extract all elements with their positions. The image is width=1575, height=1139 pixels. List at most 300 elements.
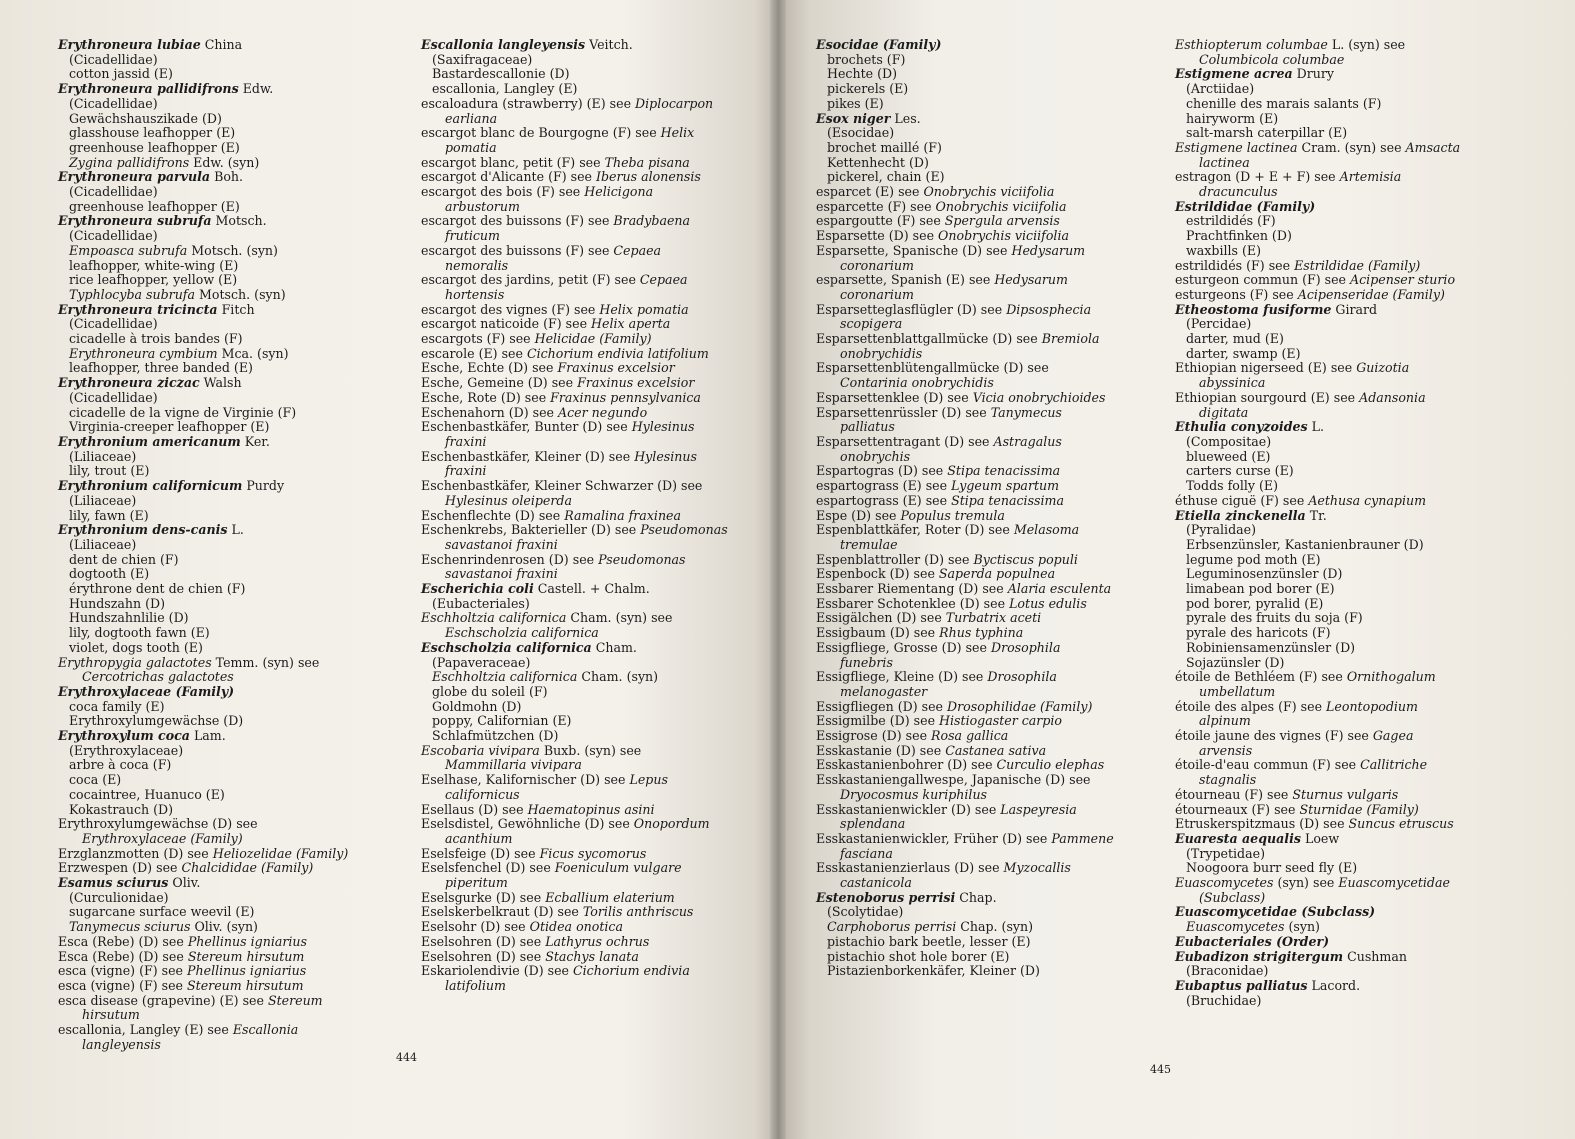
scientific-name: Empoasca subrufa <box>69 242 188 258</box>
index-continuation <box>1175 744 1545 759</box>
entry-text: estragon (D + E + F) see <box>1175 169 1340 185</box>
scientific-name: dracunculus <box>1199 184 1278 200</box>
scientific-name: Stachys lanata <box>545 948 639 964</box>
index-subentry <box>58 626 398 641</box>
index-entry <box>421 332 771 347</box>
index-entry <box>816 494 1161 509</box>
entry-text: escarole (E) see <box>421 345 527 361</box>
index-entry <box>816 553 1161 568</box>
index-entry <box>58 479 398 494</box>
index-entry <box>421 905 771 920</box>
entry-text: escargot des buissons (F) see <box>421 213 614 229</box>
scientific-name: Ecballium elaterium <box>545 889 675 905</box>
entry-text: lily, trout (E) <box>69 463 150 479</box>
index-entry <box>58 876 398 891</box>
scientific-name: Hedysarum <box>1011 242 1086 258</box>
book-gutter <box>770 0 786 1139</box>
index-entry <box>1175 905 1545 920</box>
index-continuation <box>816 450 1161 465</box>
scientific-name: Esamus sciurus <box>58 875 169 891</box>
index-entry <box>816 479 1161 494</box>
scientific-name: Astragalus <box>993 433 1062 449</box>
scientific-name: Artemisia <box>1339 169 1402 185</box>
index-subentry <box>816 67 1161 82</box>
entry-text: Edw. <box>238 81 274 97</box>
entry-text: Buxb. (syn) see <box>539 742 642 758</box>
index-continuation <box>421 435 771 450</box>
entry-text: (Cicadellidae) <box>69 389 158 405</box>
index-subentry <box>421 53 771 68</box>
entry-text: Essigrose (D) see <box>816 728 932 744</box>
index-entry <box>816 200 1161 215</box>
entry-text: Essigmilbe (D) see <box>816 713 940 729</box>
scientific-name: Tanymecus <box>990 404 1062 420</box>
index-subentry <box>58 788 398 803</box>
index-entry <box>421 479 771 494</box>
index-subentry <box>58 185 398 200</box>
index-entry <box>58 861 398 876</box>
scientific-name: Phellinus igniarius <box>187 963 307 979</box>
scientific-name: Erythroxylaceae (Family) <box>82 830 243 846</box>
scientific-name: Onobrychis viciifolia <box>923 184 1055 200</box>
index-entry <box>421 450 771 465</box>
scientific-name: Zygina pallidifrons <box>69 154 190 170</box>
scientific-name: Melasoma <box>1013 522 1080 538</box>
index-subentry <box>58 494 398 509</box>
entry-text: escargot d'Alicante (F) see <box>421 169 597 185</box>
entry-text: Erzglanzmotten (D) see <box>58 845 213 861</box>
index-entry <box>816 641 1161 656</box>
scientific-name: Erythropygia galactotes <box>58 654 212 670</box>
scientific-name: Hedysarum <box>994 272 1068 288</box>
index-entry <box>421 376 771 391</box>
index-entry <box>421 347 771 362</box>
entry-text: waxbills (E) <box>1186 242 1262 258</box>
scientific-name: Escobaria vivipara <box>421 742 540 758</box>
entry-text: escargot blanc de Bourgogne (F) see <box>421 125 661 141</box>
entry-text: dent de chien (F) <box>69 551 179 567</box>
scientific-name: Escherichia coli <box>421 581 534 597</box>
entry-text: Eschenbastkäfer, Kleiner (D) see <box>421 448 635 464</box>
entry-text: (Arctiidae) <box>1186 81 1255 97</box>
scientific-name: Eschholtzia californica <box>421 610 567 626</box>
scientific-name: Eschholtzia californica <box>432 669 578 685</box>
index-entry <box>58 1023 398 1038</box>
index-continuation <box>421 288 771 303</box>
index-continuation <box>58 670 398 685</box>
entry-text: Motsch. (syn) <box>187 242 278 258</box>
scientific-name: Euascomycetes <box>1175 875 1274 891</box>
index-subentry <box>58 347 398 362</box>
entry-text: carters curse (E) <box>1186 463 1294 479</box>
scientific-name: melanogaster <box>840 683 928 699</box>
entry-text: Eschenrindenrosen (D) see <box>421 551 599 567</box>
entry-text: Esche, Echte (D) see <box>421 360 558 376</box>
entry-text: (Cicadellidae) <box>69 228 158 244</box>
index-entry <box>58 979 398 994</box>
entry-text: Esellaus (D) see <box>421 801 528 817</box>
index-continuation <box>1175 406 1545 421</box>
entry-text: darter, swamp (E) <box>1186 345 1301 361</box>
index-entry <box>421 317 771 332</box>
entry-text: escargot des bois (F) see <box>421 184 585 200</box>
scientific-name: savastanoi fraxini <box>445 536 558 552</box>
entry-text: leafhopper, white-wing (E) <box>69 257 239 273</box>
entry-text: (Cicadellidae) <box>69 95 158 111</box>
index-entry <box>421 611 771 626</box>
index-subentry <box>58 905 398 920</box>
entry-text: (Liliaceae) <box>69 492 137 508</box>
index-subentry <box>816 82 1161 97</box>
scientific-name: Esocidae (Family) <box>816 37 942 52</box>
scientific-name: abyssinica <box>1199 375 1266 391</box>
scientific-name: Estigmene lactinea <box>1175 139 1298 155</box>
entry-text: Espe (D) see <box>816 507 901 523</box>
entry-text: (Compositae) <box>1186 433 1272 449</box>
index-continuation <box>816 317 1161 332</box>
scientific-name: Erythronium californicum <box>58 478 243 494</box>
index-continuation <box>421 494 771 509</box>
entry-text: Erythroxylumgewächse (D) <box>69 713 244 729</box>
index-entry <box>1175 876 1545 891</box>
scientific-name: Erythronium americanum <box>58 433 241 449</box>
scientific-name: onobrychidis <box>840 345 923 361</box>
index-entry <box>58 994 398 1009</box>
scientific-name: Etheostoma fusiforme <box>1175 301 1332 317</box>
entry-text: Cham. (syn) see <box>566 610 673 626</box>
index-entry <box>816 758 1161 773</box>
index-continuation <box>816 876 1161 891</box>
scientific-name: Cepaea <box>613 242 662 258</box>
index-subentry <box>421 729 771 744</box>
index-subentry <box>58 97 398 112</box>
scientific-name: Eubadizon strigitergum <box>1175 948 1344 964</box>
entry-text: brochet maillé (F) <box>827 139 942 155</box>
scientific-name: Drosophilidae (Family) <box>947 698 1093 714</box>
index-continuation <box>816 259 1161 274</box>
index-subentry <box>58 450 398 465</box>
scientific-name: Erythroneura pallidifrons <box>58 81 239 97</box>
index-subentry <box>58 553 398 568</box>
index-continuation <box>421 538 771 553</box>
scientific-name: californicus <box>445 786 520 802</box>
entry-text: Eselsdistel, Gewöhnliche (D) see <box>421 816 634 832</box>
index-subentry <box>1175 538 1545 553</box>
entry-text: Kokastrauch (D) <box>69 801 174 817</box>
entry-text: pod borer, pyralid (E) <box>1186 595 1324 611</box>
index-entry <box>421 935 771 950</box>
scientific-name: Onobrychis viciifolia <box>935 198 1067 214</box>
index-entry <box>1175 979 1545 994</box>
entry-text: Edw. (syn) <box>189 154 260 170</box>
index-entry <box>421 38 771 53</box>
index-entry <box>1175 288 1545 303</box>
index-continuation <box>421 112 771 127</box>
entry-text: Essbarer Schotenklee (D) see <box>816 595 1010 611</box>
index-subentry <box>58 273 398 288</box>
right-page-column-1 <box>816 38 1161 979</box>
scientific-name: Amsacta <box>1405 139 1461 155</box>
index-entry <box>816 464 1161 479</box>
index-entry <box>816 861 1161 876</box>
index-subentry <box>1175 656 1545 671</box>
scientific-name: Lygeum spartum <box>951 478 1060 494</box>
scientific-name: Otidea onotica <box>529 919 623 935</box>
entry-text: Motsch. (syn) <box>194 286 286 302</box>
entry-text: Espartogras (D) see <box>816 463 948 479</box>
index-entry <box>421 185 771 200</box>
scientific-name: earliana <box>445 110 498 126</box>
scientific-name: Ficus sycomorus <box>539 845 647 861</box>
scientific-name: Estrildidae (Family) <box>1294 257 1421 273</box>
index-entry <box>421 303 771 318</box>
index-entry <box>816 597 1161 612</box>
scientific-name: Helix pomatia <box>599 301 689 317</box>
index-continuation <box>816 847 1161 862</box>
scientific-name: Esthiopterum columbae <box>1175 37 1328 52</box>
scientific-name: Histiogaster carpio <box>939 713 1062 729</box>
index-entry <box>1175 832 1545 847</box>
entry-text: Esparsettenklee (D) see <box>816 389 973 405</box>
entry-text: Essigfliegen (D) see <box>816 698 948 714</box>
scientific-name: Acipenser sturio <box>1350 272 1456 288</box>
index-entry <box>421 420 771 435</box>
scientific-name: palliatus <box>840 419 895 435</box>
index-subentry <box>58 200 398 215</box>
entry-text: escallonia, Langley (E) <box>432 81 578 97</box>
entry-text: (Liliaceae) <box>69 448 137 464</box>
scientific-name: Pseudomonas <box>598 551 686 567</box>
entry-text: Mca. (syn) <box>217 345 289 361</box>
entry-text: Erzwespen (D) see <box>58 860 182 876</box>
scientific-name: (Subclass) <box>1199 889 1266 905</box>
index-subentry <box>58 229 398 244</box>
scientific-name: arbustorum <box>445 198 520 214</box>
scientific-name: Onopordum <box>633 816 710 832</box>
entry-text: cicadelle à trois bandes (F) <box>69 331 243 347</box>
index-subentry <box>816 920 1161 935</box>
scientific-name: savastanoi fraxini <box>445 566 558 582</box>
scientific-name: Estrildidae (Family) <box>1175 198 1316 214</box>
index-entry <box>421 891 771 906</box>
index-continuation <box>816 817 1161 832</box>
scientific-name: Stipa tenacissima <box>947 463 1061 479</box>
scientific-name: alpinum <box>1199 713 1251 729</box>
index-entry <box>58 847 398 862</box>
entry-text: Ethiopian nigerseed (E) see <box>1175 360 1357 376</box>
entry-text: étoile-d'eau commun (F) see <box>1175 757 1361 773</box>
entry-text: Esparsetteglasflügler (D) see <box>816 301 1007 317</box>
scientific-name: Phellinus igniarius <box>187 933 307 949</box>
scientific-name: Stereum hirsutum <box>187 948 305 964</box>
entry-text: dogtooth (E) <box>69 566 150 582</box>
entry-text: Cham. <box>591 639 637 655</box>
index-subentry <box>816 141 1161 156</box>
entry-text: (Trypetidae) <box>1186 845 1265 861</box>
entry-text: estrildidés (F) see <box>1175 257 1295 273</box>
scientific-name: fasciana <box>840 845 893 861</box>
index-subentry <box>1175 994 1545 1009</box>
entry-text: arbre à coca (F) <box>69 757 172 773</box>
entry-text: Eselsohren (D) see <box>421 933 546 949</box>
scientific-name: langleyensis <box>82 1036 161 1052</box>
index-subentry <box>1175 479 1545 494</box>
index-subentry <box>58 332 398 347</box>
entry-text: Espenbock (D) see <box>816 566 939 582</box>
entry-text: pikes (E) <box>827 95 884 111</box>
index-subentry <box>58 582 398 597</box>
entry-text: Chap. <box>955 889 997 905</box>
right-page <box>778 0 1575 1139</box>
scientific-name: Eschscholzia californica <box>445 625 599 641</box>
entry-text: escargot naticoide (F) see <box>421 316 592 332</box>
index-entry <box>1175 141 1545 156</box>
entry-text: Cushman <box>1343 948 1407 964</box>
scientific-name: lactinea <box>1199 154 1250 170</box>
index-subentry <box>58 567 398 582</box>
index-subentry <box>58 317 398 332</box>
scientific-name: Euascomycetes <box>1186 919 1285 935</box>
index-subentry <box>816 935 1161 950</box>
index-entry <box>58 964 398 979</box>
entry-text: espargoutte (F) see <box>816 213 945 229</box>
entry-text: (syn) <box>1284 919 1320 935</box>
entry-text: Oliv. (syn) <box>190 919 258 935</box>
index-entry <box>816 891 1161 906</box>
entry-text: cicadelle de la vigne de Virginie (F) <box>69 404 297 420</box>
index-subentry <box>58 244 398 259</box>
entry-text: Leguminosenzünsler (D) <box>1186 566 1343 582</box>
entry-text: Eschenkrebs, Bakterieller (D) see <box>421 522 641 538</box>
index-entry <box>1175 170 1545 185</box>
scientific-name: Ramalina fraxinea <box>564 507 682 523</box>
entry-text: escargot des vignes (F) see <box>421 301 600 317</box>
entry-text: pistachio shot hole borer (E) <box>827 948 1010 964</box>
scientific-name: Guizotia <box>1356 360 1410 376</box>
index-entry <box>421 509 771 524</box>
index-subentry <box>1175 920 1545 935</box>
entry-text: Sojazünsler (D) <box>1186 654 1285 670</box>
scientific-name: Populus tremula <box>900 507 1005 523</box>
index-subentry <box>816 156 1161 171</box>
entry-text: Essigbaum (D) see <box>816 625 940 641</box>
index-subentry <box>58 141 398 156</box>
scientific-name: Ornithogalum <box>1346 669 1436 685</box>
scientific-name: Laspeyresia <box>1000 801 1077 817</box>
index-entry <box>816 38 1161 53</box>
index-continuation <box>816 347 1161 362</box>
entry-text: Espenblattroller (D) see <box>816 551 974 567</box>
entry-text: Eschenahorn (D) see <box>421 404 559 420</box>
index-subentry <box>1175 126 1545 141</box>
index-entry <box>816 112 1161 127</box>
entry-text: Ker. <box>240 433 270 449</box>
entry-text: esca (vigne) (F) see <box>58 978 188 993</box>
entry-text: (syn) see <box>1273 875 1339 891</box>
entry-text: Tr. <box>1305 507 1327 523</box>
entry-text: (Esocidae) <box>827 125 895 141</box>
index-subentry <box>1175 582 1545 597</box>
index-entry <box>816 229 1161 244</box>
index-entry <box>58 729 398 744</box>
scientific-name: Erythroxylaceae (Family) <box>58 683 235 699</box>
scientific-name: Erythroneura subrufa <box>58 213 212 229</box>
scientific-name: Esox niger <box>816 110 891 126</box>
index-entry <box>816 700 1161 715</box>
index-subentry <box>58 112 398 127</box>
entry-text: Les. <box>890 110 921 126</box>
scientific-name: Theba pisana <box>604 154 690 170</box>
index-entry <box>816 509 1161 524</box>
scientific-name: Erythroxylum coca <box>58 728 190 744</box>
index-entry <box>421 406 771 421</box>
scientific-name: digitata <box>1199 404 1249 420</box>
entry-text: glasshouse leafhopper (E) <box>69 125 236 141</box>
scientific-name: Castanea sativa <box>945 742 1047 758</box>
index-entry <box>1175 303 1545 318</box>
scientific-name: Bradybaena <box>613 213 691 229</box>
index-continuation <box>58 1038 398 1053</box>
index-continuation <box>1175 773 1545 788</box>
index-subentry <box>816 126 1161 141</box>
index-subentry <box>58 67 398 82</box>
scientific-name: Euascomycetidae <box>1338 875 1450 891</box>
scientific-name: Escallonia <box>232 1022 299 1038</box>
index-entry <box>816 670 1161 685</box>
entry-text: Etruskerspitzmaus (D) see <box>1175 816 1349 832</box>
entry-text: Prachtfinken (D) <box>1186 228 1292 244</box>
index-subentry <box>816 905 1161 920</box>
entry-text: esca (vigne) (F) see <box>58 963 188 979</box>
scientific-name: pomatia <box>445 139 497 155</box>
entry-text: limabean pod borer (E) <box>1186 581 1335 597</box>
entry-text: Temm. (syn) see <box>211 654 320 670</box>
entry-text: Esskastanienzierlaus (D) see <box>816 860 1004 876</box>
scientific-name: Cichorium endivia latifolium <box>526 345 709 361</box>
entry-text: Todds folly (E) <box>1186 478 1279 494</box>
scientific-name: Erythroneura cymbium <box>69 345 218 361</box>
index-entry <box>816 273 1161 288</box>
scientific-name: Torilis anthriscus <box>582 904 694 920</box>
entry-text: (Pyralidae) <box>1186 522 1257 538</box>
scientific-name: Columbicola columbae <box>1199 51 1345 67</box>
index-entry <box>816 523 1161 538</box>
entry-text: Eskariolendivie (D) see <box>421 963 574 979</box>
scientific-name: scopigera <box>840 316 903 332</box>
entry-text: Esca (Rebe) (D) see <box>58 933 188 949</box>
index-subentry <box>58 538 398 553</box>
scientific-name: Helix aperta <box>591 316 671 332</box>
scientific-name: Lathyrus ochrus <box>545 933 650 949</box>
index-subentry <box>58 891 398 906</box>
index-subentry <box>58 641 398 656</box>
index-subentry <box>816 97 1161 112</box>
index-entry <box>1175 273 1545 288</box>
scientific-name: Adansonia <box>1359 389 1426 405</box>
entry-text: esparsette, Spanish (E) see <box>816 272 995 288</box>
entry-text: pyrale des fruits du soja (F) <box>1186 610 1363 626</box>
scientific-name: Foeniculum vulgare <box>554 860 682 876</box>
scientific-name: Helicigona <box>584 184 654 200</box>
index-subentry <box>1175 553 1545 568</box>
scientific-name: Euascomycetidae (Subclass) <box>1175 904 1376 920</box>
entry-text: Esca (Rebe) (D) see <box>58 948 188 964</box>
entry-text: poppy, Californian (E) <box>432 713 572 729</box>
index-entry <box>1175 391 1545 406</box>
entry-text: Esche, Gemeine (D) see <box>421 375 578 391</box>
index-entry <box>58 817 398 832</box>
scientific-name: hortensis <box>445 286 505 302</box>
